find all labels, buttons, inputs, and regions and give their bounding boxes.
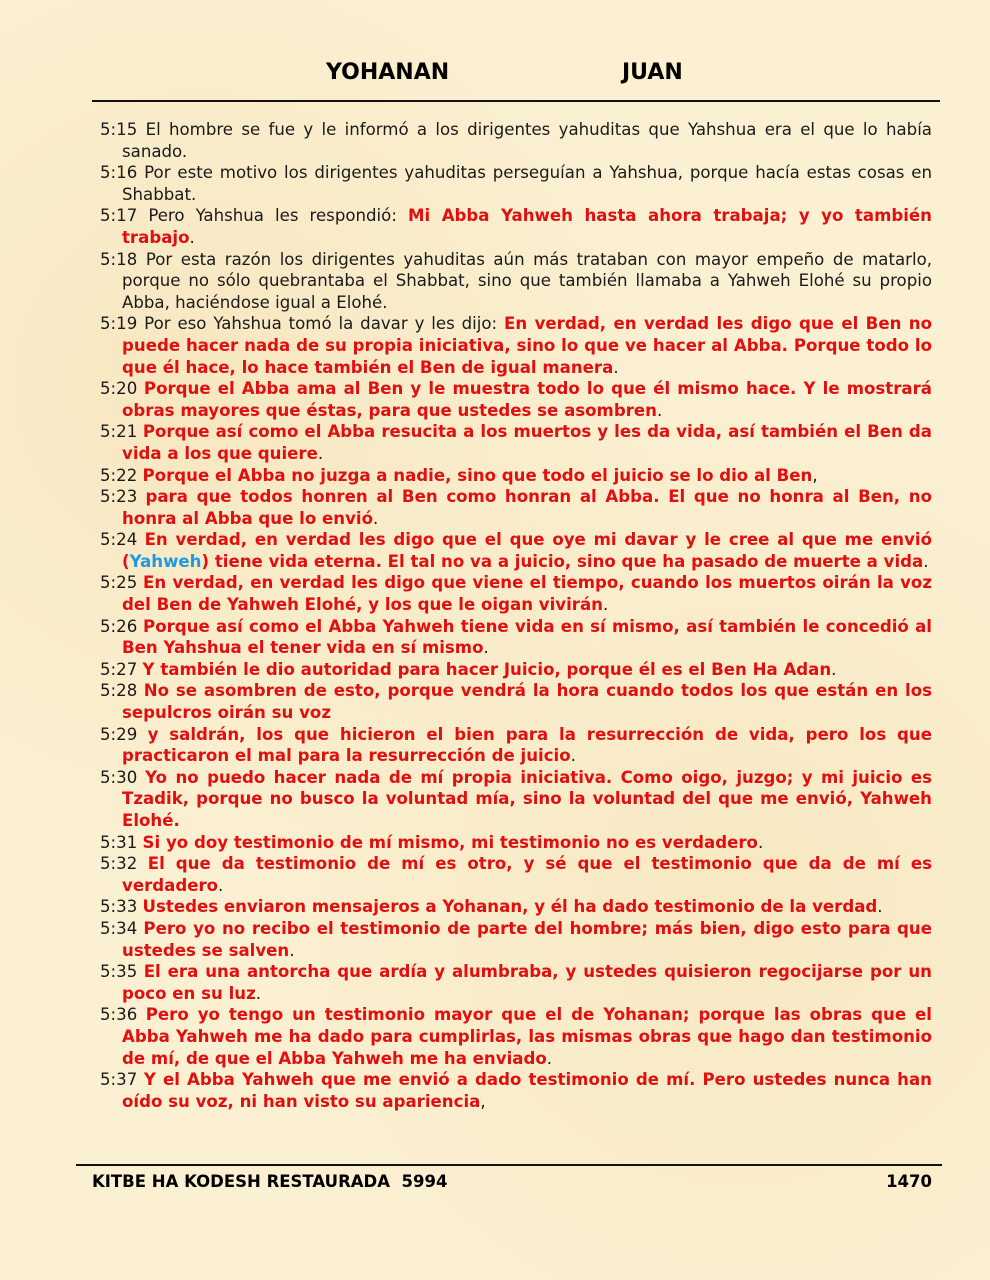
verse-text-red: Porque el Abba ama al Ben y le muestra todo lo que él mismo hace. Y le mostrará obras mayores que éstas, para que ustedes se asombren — [122, 379, 932, 420]
verse-text: . — [602, 595, 609, 615]
verse-number: 5:25 — [100, 573, 138, 593]
verse-number: 5:18 — [100, 249, 138, 269]
verse-text-red: Y el Abba Yahweh que me envió a dado testimonio de mí. Pero ustedes nunca han oído su voz, ni han visto su apariencia — [122, 1070, 932, 1111]
verse-text-name: Yahweh — [129, 551, 202, 571]
verse-text: . — [483, 638, 489, 658]
verse-number: 5:30 — [100, 767, 138, 787]
verse-number: 5:35 — [100, 962, 138, 982]
verse — [100, 896, 932, 918]
verse — [100, 616, 932, 659]
verse-number: 5:32 — [100, 854, 138, 874]
verse — [100, 421, 932, 464]
verse-text-red: Pero yo tengo un testimonio mayor que el de Yohanan; porque las obras que el Abba Yahweh me ha dado para cumplirlas, las mismas obras que hago dan testimonio de mí, de que el Abba Yahweh me ha enviado — [122, 1005, 932, 1068]
verse-number: 5:22 — [100, 465, 138, 485]
verse-number: 5:24 — [100, 530, 138, 550]
header-divider — [92, 100, 940, 102]
verse — [100, 205, 932, 248]
verse-number: 5:27 — [100, 659, 138, 679]
verse — [100, 119, 932, 162]
verse-text: Por eso Yahshua tomó la davar y les dijo: — [144, 314, 505, 334]
verse-text-red: Pero yo no recibo el testimonio de parte del hombre; más bien, digo esto para que ustedes se salven — [122, 918, 932, 960]
verse — [100, 680, 932, 723]
verse — [100, 465, 932, 487]
verse-number: 5:19 — [100, 314, 138, 334]
verse-text: , — [812, 465, 818, 485]
verse-text: . — [923, 551, 929, 571]
verse-text: , — [480, 1091, 486, 1111]
page-header — [0, 60, 990, 90]
verse-text-red: Yo no puedo hacer nada de mí propia iniciativa. Como oigo, juzgo; y mi juicio es Tzadik, porque no busco la voluntad mía, sino la voluntad del que me envió, Yahweh Elohé. — [122, 767, 933, 830]
verse-text: Pero Yahshua les respondió: — [148, 206, 408, 226]
verse-text-red: En verdad, en verdad les digo que viene el tiempo, cuando los muertos oirán la voz del Ben de Yahweh Elohé, y los que le oigan vivirán — [122, 573, 932, 615]
verse-text-red: ) tiene vida eterna. El tal no va a juicio, sino que ha pasado de muerte a vida — [201, 551, 924, 571]
verse — [100, 659, 932, 681]
verse-text-red: Y también le dio autoridad para hacer Juicio, porque él es el Ben Ha Adan — [142, 659, 832, 679]
verse-text: Por este motivo los dirigentes yahuditas perseguían a Yahshua, porque hacía estas cosas en Shabbat. — [122, 163, 932, 204]
verse-text: . — [255, 983, 262, 1003]
verse-number: 5:31 — [100, 832, 138, 852]
verse-text: . — [289, 940, 295, 960]
verse-text: . — [613, 357, 619, 377]
verse — [100, 961, 932, 1004]
verse-list — [100, 119, 932, 1112]
book-title-spanish: JUAN — [622, 60, 683, 85]
verse — [100, 832, 932, 854]
verse-number: 5:23 — [100, 487, 138, 507]
verse-text: El hombre se fue y le informó a los dirigentes yahuditas que Yahshua era el que lo había sanado. — [122, 120, 932, 161]
verse-text-red: Porque así como el Abba resucita a los muertos y les da vida, así también el Ben da vida a los que quiere — [122, 422, 932, 463]
verse-text-red: y saldrán, los que hicieron el bien para la resurrección de vida, pero los que practicaron el mal para la resurrección de juicio — [122, 724, 932, 766]
verse-text-red: El era una antorcha que ardía y alumbraba, y ustedes quisieron regocijarse por un poco en su luz — [122, 962, 932, 1003]
verse-number: 5:34 — [100, 918, 138, 938]
page-number: 1470 — [886, 1172, 932, 1191]
verse — [100, 724, 932, 767]
verse — [100, 162, 932, 205]
verse — [100, 486, 932, 529]
verse — [100, 378, 932, 421]
verse — [100, 572, 932, 615]
verse-text: . — [189, 227, 195, 247]
footer-divider — [76, 1164, 942, 1166]
verse-text: . — [831, 659, 837, 679]
verse — [100, 249, 932, 314]
verse-text: . — [372, 508, 379, 528]
verse-text-red: En verdad, en verdad les digo que el que oye mi davar y le cree al que me envió ( — [122, 530, 932, 571]
verse-text-red: Porque el Abba no juzga a nadie, sino que todo el juicio se lo dio al Ben — [142, 465, 813, 485]
verse-text-red: Porque así como el Abba Yahweh tiene vida en sí mismo, así también le concedió al Ben Yahshua el tener vida en sí mismo — [122, 616, 932, 658]
verse-number: 5:37 — [100, 1070, 138, 1090]
verse-number: 5:28 — [100, 681, 138, 701]
verse-text-red: Ustedes enviaron mensajeros a Yohanan, y él ha dado testimonio de la verdad — [142, 897, 878, 917]
verse-text-red: para que todos honren al Ben como honran al Abba. El que no honra al Ben, no honra al Abba que lo envió — [122, 487, 932, 528]
verse-text: . — [570, 746, 576, 766]
verse — [100, 313, 932, 378]
verse-text-red: El que da testimonio de mí es otro, y sé que el testimonio que da de mí es verdadero — [122, 854, 932, 895]
verse-text: . — [656, 400, 663, 420]
verse-text-red: En verdad, en verdad les digo que el Ben no puede hacer nada de su propia iniciativa, sino lo que ve hacer al Abba. Porque todo lo que él hace, lo hace también el Ben de igual manera — [122, 314, 932, 377]
verse-text: Por esta razón los dirigentes yahuditas aún más trataban con mayor empeño de matarlo, porque no sólo quebrantaba el Shabbat, sino que también llamaba a Yahweh Elohé su propio Abba, haciéndose igual a Elohé. — [122, 249, 932, 312]
verse-number: 5:26 — [100, 616, 138, 636]
verse — [100, 767, 932, 832]
verse — [100, 853, 932, 896]
verse-text-red: Mi Abba Yahweh hasta ahora trabaja; y yo también trabajo — [122, 206, 932, 247]
verse-number: 5:33 — [100, 897, 138, 917]
verse-number: 5:15 — [100, 120, 138, 139]
verse-text-red: No se asombren de esto, porque vendrá la hora cuando todos los que están en los sepulcros oirán su voz — [122, 681, 933, 723]
verse — [100, 918, 932, 961]
verse-text: . — [317, 443, 324, 463]
verse-number: 5:16 — [100, 163, 138, 183]
verse-text: . — [877, 897, 883, 917]
verse-number: 5:20 — [100, 379, 138, 399]
book-title-hebrew: YOHANAN — [326, 60, 450, 85]
verse-number: 5:17 — [100, 206, 138, 226]
verse — [100, 1004, 932, 1069]
verse-number: 5:36 — [100, 1005, 138, 1025]
verse — [100, 1069, 932, 1112]
footer-title: KITBE HA KODESH RESTAURADA 5994 — [92, 1172, 448, 1191]
verse-text: . — [218, 875, 224, 895]
page-footer — [0, 1172, 990, 1196]
verse-number: 5:21 — [100, 422, 138, 442]
verse-text: . — [757, 832, 764, 852]
verse-text: . — [546, 1048, 553, 1068]
verse-text-red: Si yo doy testimonio de mí mismo, mi testimonio no es verdadero — [142, 832, 758, 852]
verse — [100, 529, 932, 572]
verse-number: 5:29 — [100, 724, 138, 744]
